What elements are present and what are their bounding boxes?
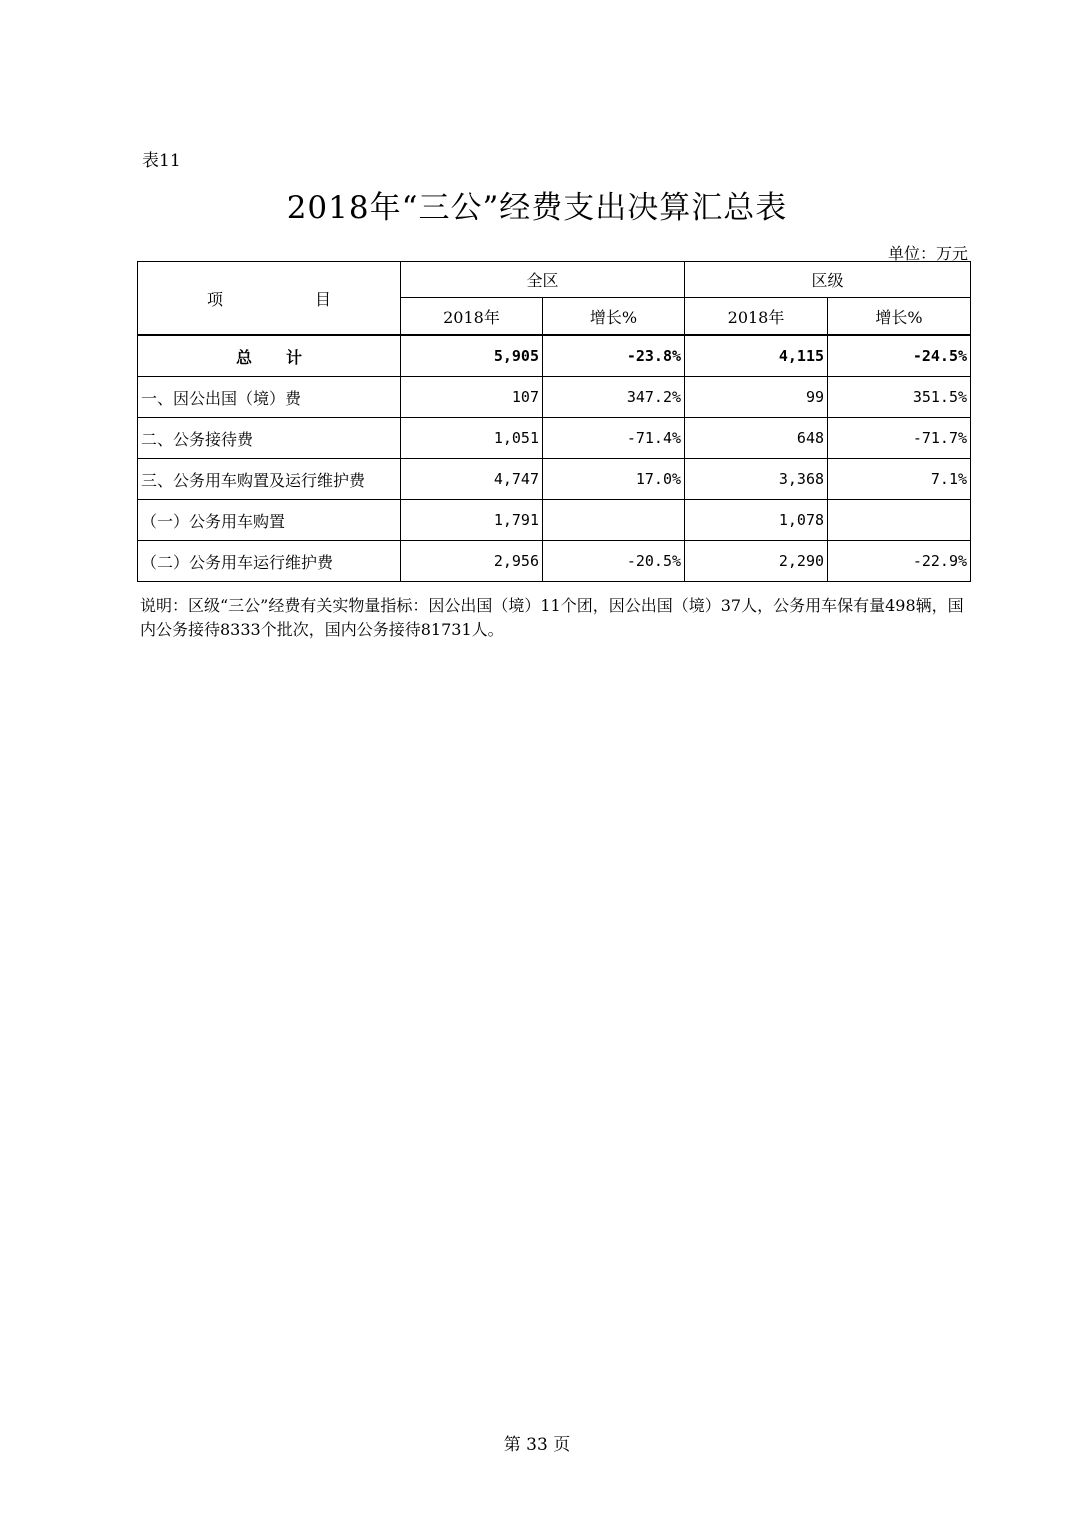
row-district-value: 99	[685, 377, 828, 418]
table-row	[138, 418, 971, 459]
unit-label: 单位：万元	[887, 244, 968, 263]
row-all-growth: -20.5%	[543, 541, 685, 582]
total-district-value: 4,115	[685, 335, 828, 377]
row-all-value: 2,956	[401, 541, 543, 582]
table-row	[138, 541, 971, 582]
row-label: （二）公务用车运行维护费	[138, 541, 401, 582]
document-title: 2018年“三公”经费支出决算汇总表	[286, 190, 788, 226]
summary-table	[137, 261, 971, 582]
row-label: 一、因公出国（境）费	[138, 377, 401, 418]
row-all-value: 4,747	[401, 459, 543, 500]
row-district-growth	[828, 500, 971, 541]
header-year-all: 2018年	[401, 298, 543, 336]
row-all-value: 1,051	[401, 418, 543, 459]
table-row	[138, 500, 971, 541]
row-district-value: 1,078	[685, 500, 828, 541]
header-growth-all: 增长%	[543, 298, 685, 336]
table-note: 说明：区级“三公”经费有关实物量指标：因公出国（境）11个团，因公出国（境）37人，公务用车保有量498辆，国内公务接待8333个批次，国内公务接待81731人。	[140, 596, 964, 639]
total-all-growth: -23.8%	[543, 335, 685, 377]
row-district-growth: 7.1%	[828, 459, 971, 500]
row-label: 三、公务用车购置及运行维护费	[138, 459, 401, 500]
table-label: 表11	[142, 151, 181, 171]
total-district-growth: -24.5%	[828, 335, 971, 377]
row-label: （一）公务用车购置	[138, 500, 401, 541]
header-growth-district: 增长%	[828, 298, 971, 336]
table-row	[138, 377, 971, 418]
page-number: 第 33 页	[503, 1435, 571, 1455]
row-all-growth: 17.0%	[543, 459, 685, 500]
header-year-district: 2018年	[685, 298, 828, 336]
total-row	[138, 335, 971, 377]
header-group-district: 区级	[685, 262, 971, 298]
row-district-growth: 351.5%	[828, 377, 971, 418]
total-all-value: 5,905	[401, 335, 543, 377]
row-district-value: 3,368	[685, 459, 828, 500]
row-district-growth: -71.7%	[828, 418, 971, 459]
table-row	[138, 459, 971, 500]
header-item	[138, 262, 401, 336]
row-district-value: 2,290	[685, 541, 828, 582]
header-row-groups	[138, 262, 971, 298]
row-label: 二、公务接待费	[138, 418, 401, 459]
row-all-growth: -71.4%	[543, 418, 685, 459]
row-all-growth: 347.2%	[543, 377, 685, 418]
row-all-value: 1,791	[401, 500, 543, 541]
row-all-value: 107	[401, 377, 543, 418]
header-item-part1: 项	[206, 289, 223, 309]
total-label-part2: 计	[286, 347, 303, 367]
total-label-part1: 总	[235, 347, 252, 367]
total-label	[138, 335, 401, 377]
header-item-part2: 目	[315, 289, 332, 309]
row-district-growth: -22.9%	[828, 541, 971, 582]
row-district-value: 648	[685, 418, 828, 459]
row-all-growth	[543, 500, 685, 541]
header-group-all: 全区	[401, 262, 685, 298]
